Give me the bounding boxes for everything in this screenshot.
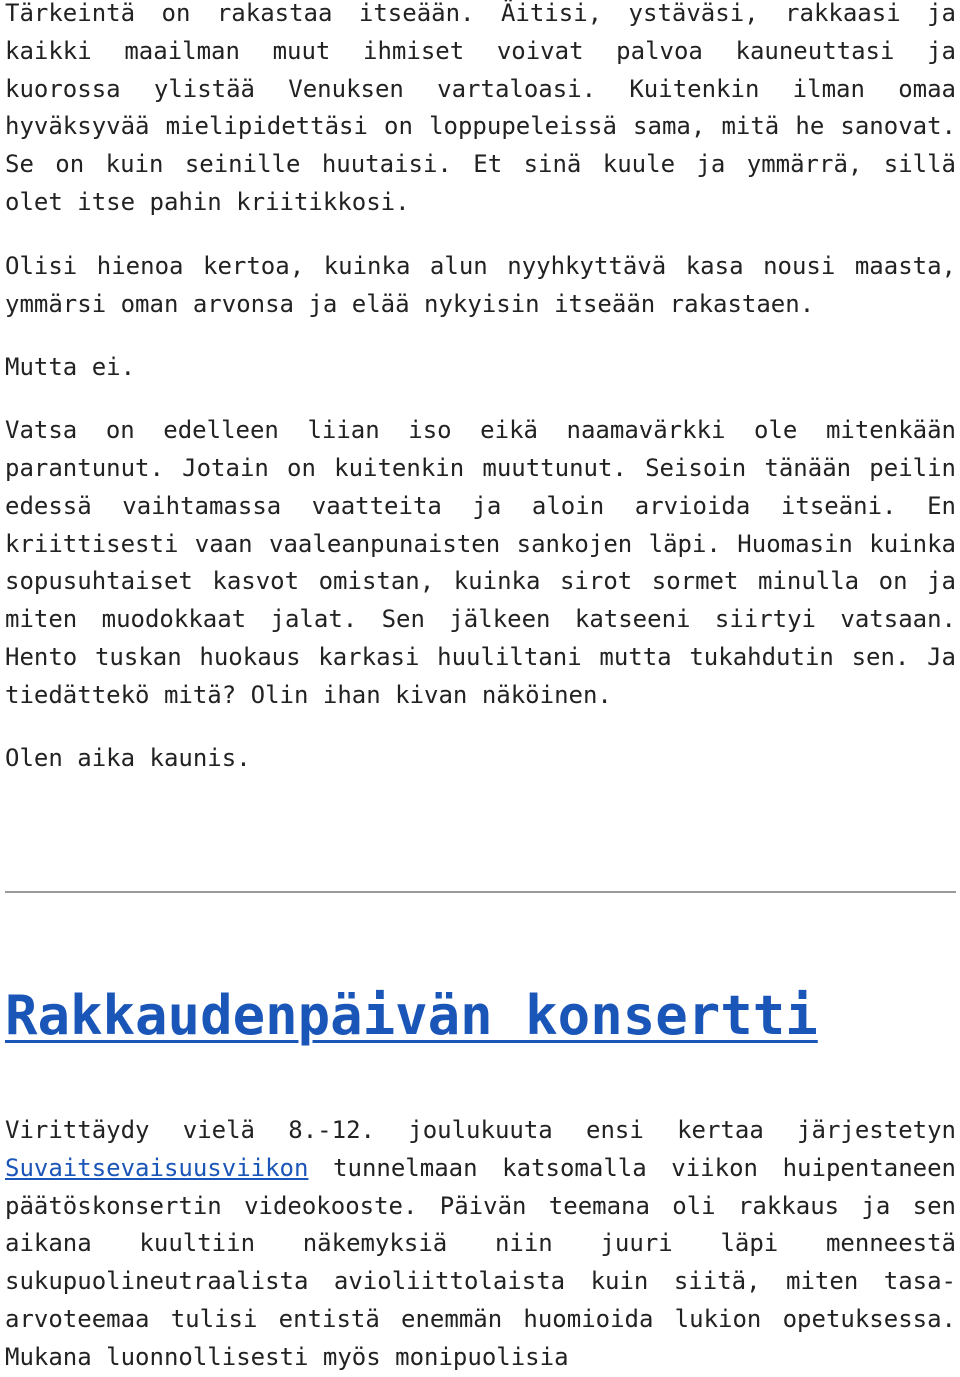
article-paragraph-4: Vatsa on edelleen liian iso eikä naamavärkki ole mitenkään parantunut. Jotain on kuitenkin muuttunut. Seisoin tänään peilin edessä vaihtamassa vaatteita ja aloin arvioida itseäni. En kriittisesti vaan vaaleanpunaisten sankojen läpi. Huomasin kuinka sopusuhtaiset kasvot omistan, kuinka sirot sormet minulla on ja miten muodokkaat jalat. Sen jälkeen katseeni siirtyi vatsaan. Hento tuskan huokaus karkasi huuliltani mutta tukahdutin sen. Ja tiedättekö mitä? Olin ihan kivan näköinen. <box>5 416 956 709</box>
article-paragraph-3: Mutta ei. <box>5 353 136 382</box>
post-title-link[interactable]: Rakkaudenpäivän konsertti <box>5 984 818 1047</box>
article-paragraph-2: Olisi hienoa kertoa, kuinka alun nyyhkyttävä kasa nousi maasta, ymmärsi oman arvonsa ja elää nykyisin itseään rakastaen. <box>5 251 956 318</box>
post-divider <box>5 891 956 893</box>
article-paragraph-1: Tärkeintä on rakastaa itseään. Äitisi, ystäväsi, rakkaasi ja kaikki maailman muut ihmiset voivat palvoa kauneuttasi ja kuorossa ylistää Venuksen vartaloasi. Kuitenkin ilman omaa hyväksyvää mielipidettäsi on loppupeleissä sama, mitä he sanovat. Se on kuin seinille huutaisi. Et sinä kuule ja ymmärrä, sillä olet itse pahin kriitikkosi. <box>5 0 956 216</box>
suvaitsevaisuusviikko-link[interactable]: Suvaitsevaisuusviikon <box>5 1153 309 1182</box>
page-content <box>5 0 956 1371</box>
intro-text-before-link: Virittäydy vielä 8.-12. joulukuuta ensi kertaa järjestetyn <box>5 1116 956 1144</box>
post-title <box>5 976 818 1056</box>
post-intro-paragraph <box>5 1112 956 1377</box>
intro-text-after-link: tunnelmaan katsomalla viikon huipentaneen päätöskonsertin videokooste. Päivän teemana oli rakkaus ja sen aikana kuultiin näkemyksiä niin juuri läpi menneestä sukupuolineutraalista avioliittolaista kuin siitä, miten tasa-arvoteemaa tulisi entistä enemmän huomioida lukion opetuksessa. Mukana luonnollisesti myös monipuolisia <box>5 1153 956 1371</box>
article-paragraph-5: Olen aika kaunis. <box>5 743 251 772</box>
